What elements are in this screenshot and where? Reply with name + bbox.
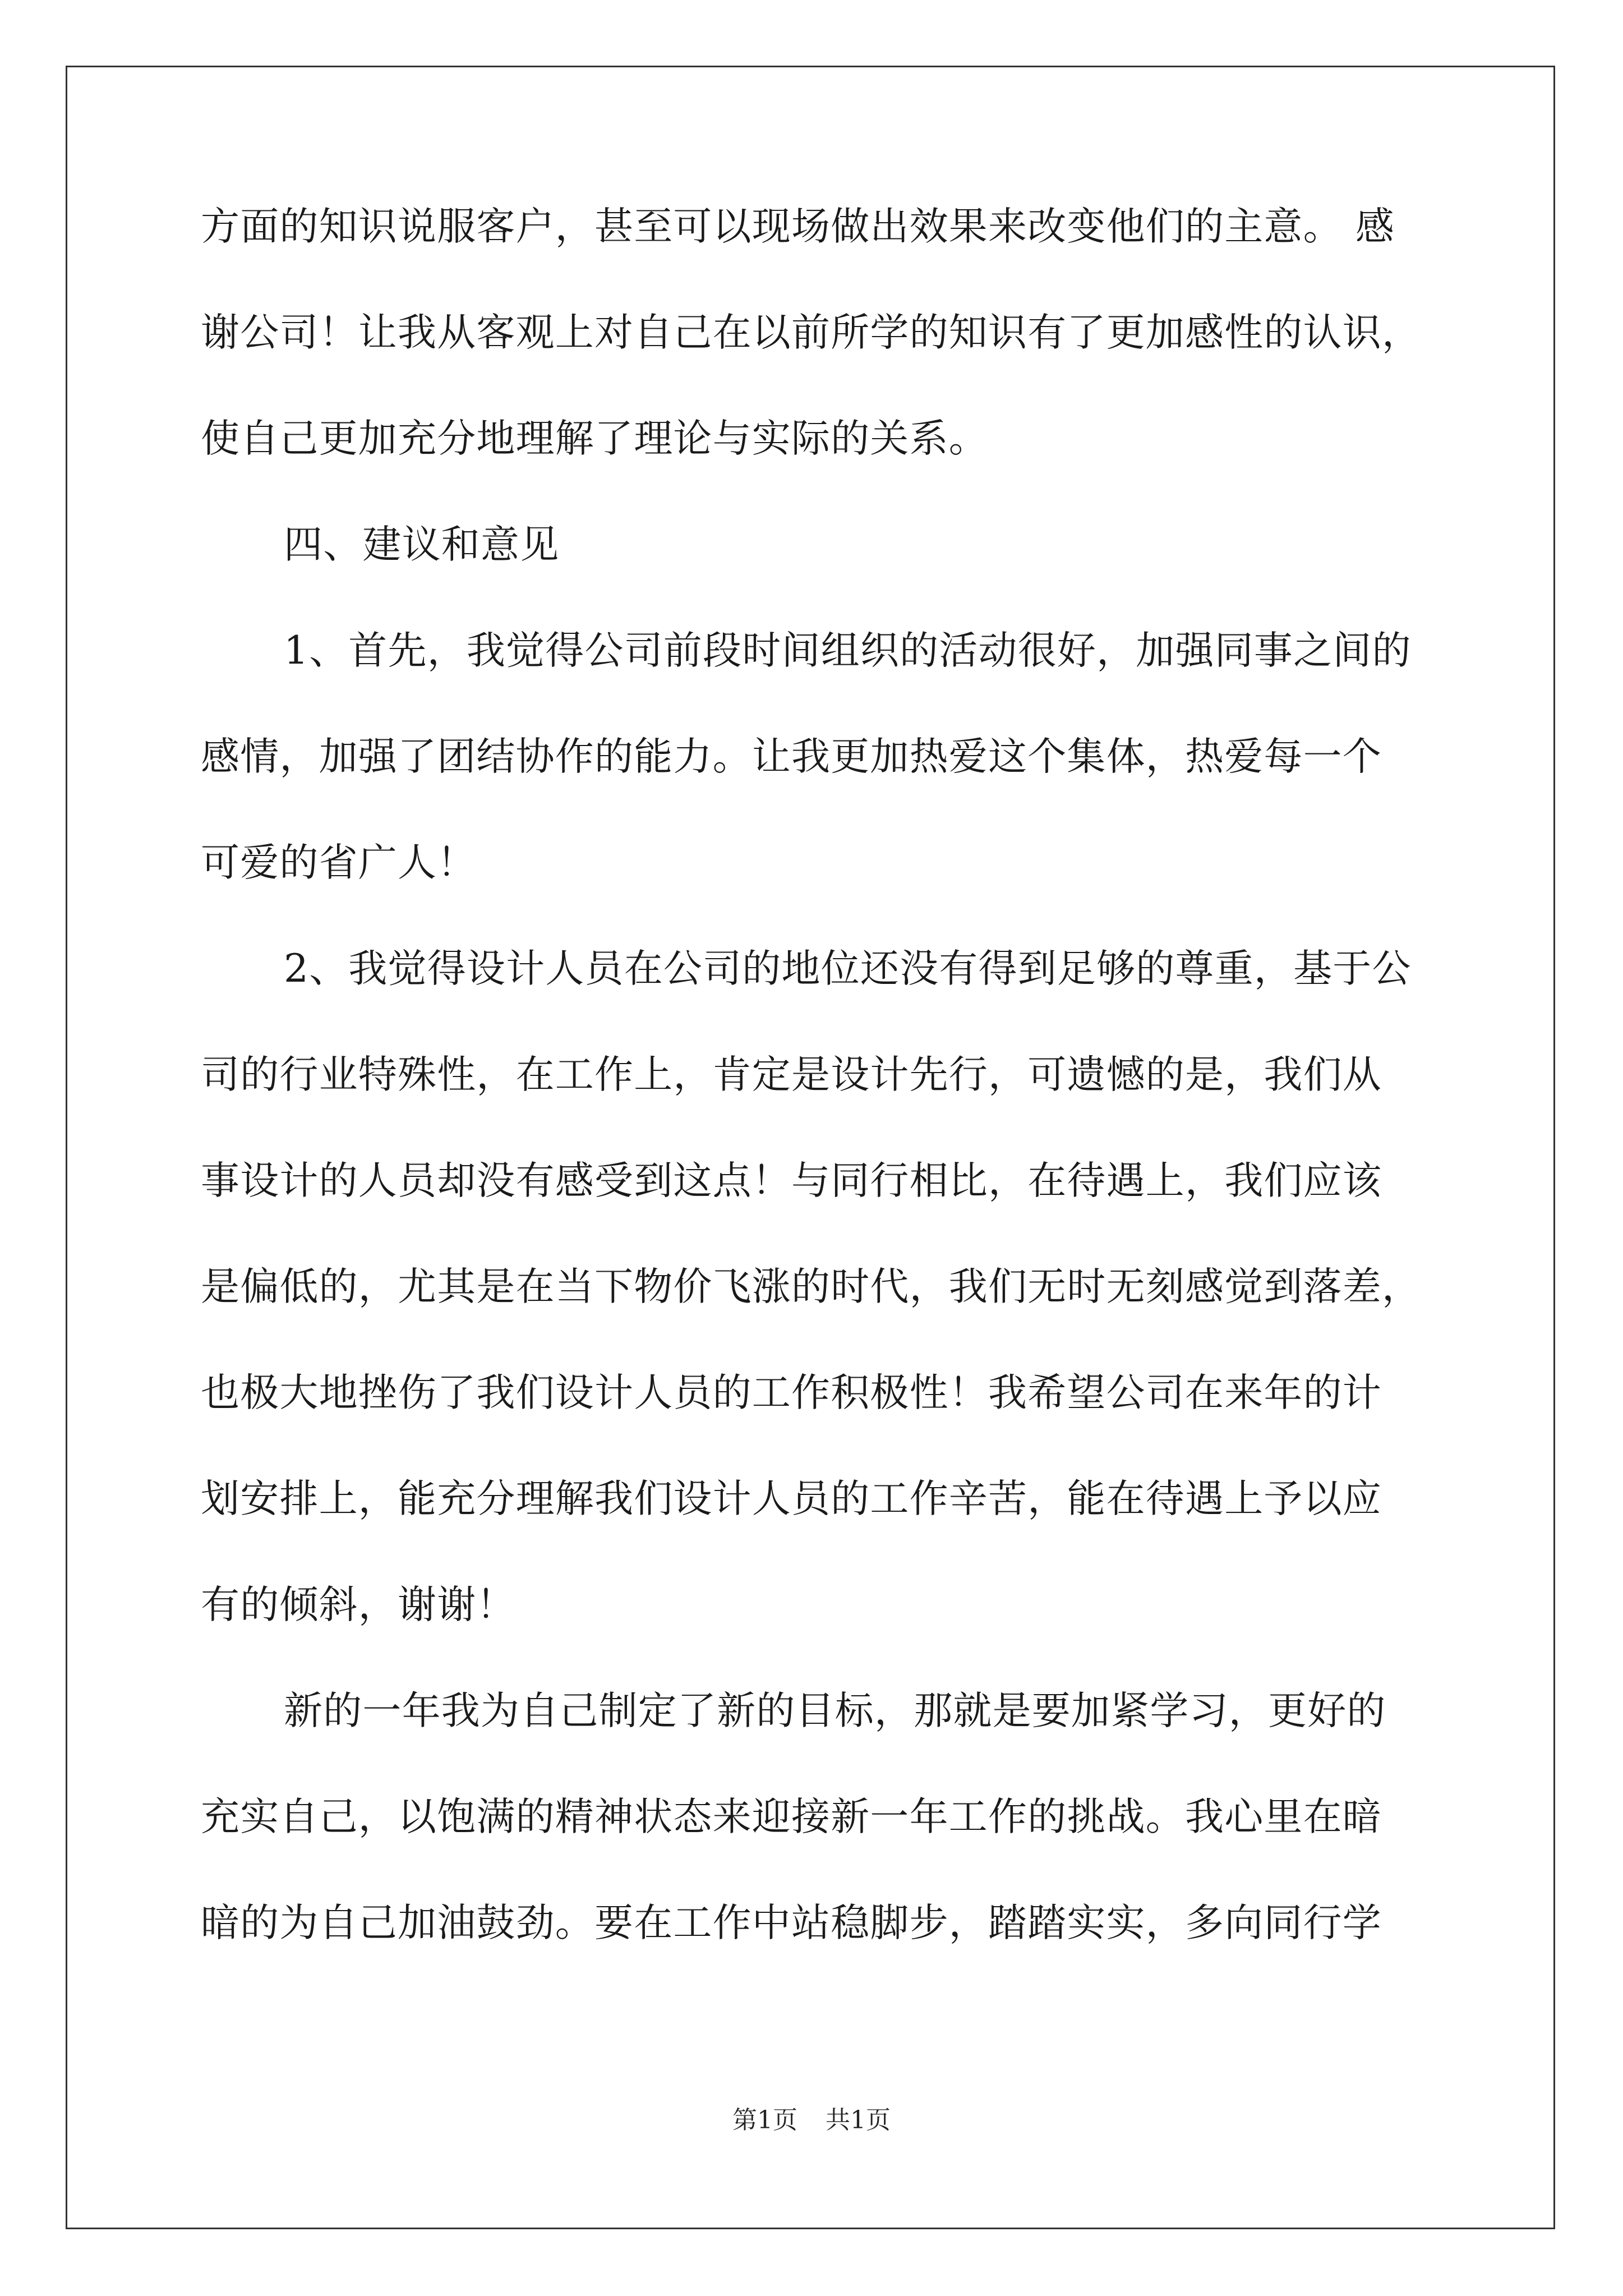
text-line: 1、首先，我觉得公司前段时间组织的活动很好，加强同事之间的 [284, 628, 1412, 673]
text-line: 四、建议和意见 [284, 522, 560, 567]
text-line: 2、我觉得设计人员在公司的地位还没有得到足够的尊重，基于公 [284, 946, 1412, 991]
text-line: 事设计的人员却没有感受到这点！与同行相比，在待遇上，我们应该 [201, 1158, 1382, 1203]
text-line: 充实自己，以饱满的精神状态来迎接新一年工作的挑战。我心里在暗 [201, 1795, 1382, 1839]
text-line: 暗的为自己加油鼓劲。要在工作中站稳脚步，踏踏实实，多向同行学 [201, 1901, 1382, 1945]
text-line: 使自己更加充分地理解了理论与实际的关系。 [201, 416, 988, 461]
text-line: 方面的知识说服客户，甚至可以现场做出效果来改变他们的主意。 感 [201, 204, 1395, 249]
text-line: 有的倾斜，谢谢！ [201, 1582, 516, 1627]
text-line: 也极大地挫伤了我们设计人员的工作积极性！我希望公司在来年的计 [201, 1370, 1382, 1415]
text-line: 感情，加强了团结协作的能力。让我更加热爱这个集体，热爱每一个 [201, 734, 1382, 779]
text-line: 是偏低的，尤其是在当下物价飞涨的时代，我们无时无刻感觉到落差， [201, 1264, 1422, 1309]
text-line: 司的行业特殊性，在工作上，肯定是设计先行，可遗憾的是，我们从 [201, 1052, 1382, 1097]
text-line: 谢公司！让我从客观上对自己在以前所学的知识有了更加感性的认识， [201, 310, 1422, 355]
document-body [201, 204, 1431, 2007]
text-line: 新的一年我为自己制定了新的目标，那就是要加紧学习，更好的 [284, 1688, 1386, 1733]
page-footer [0, 2106, 1623, 2135]
page-number: 第1页 [732, 2106, 797, 2134]
page-total: 共1页 [826, 2106, 891, 2134]
text-line: 可爱的省广人！ [201, 840, 477, 885]
text-line: 划安排上，能充分理解我们设计人员的工作辛苦，能在待遇上予以应 [201, 1476, 1382, 1521]
